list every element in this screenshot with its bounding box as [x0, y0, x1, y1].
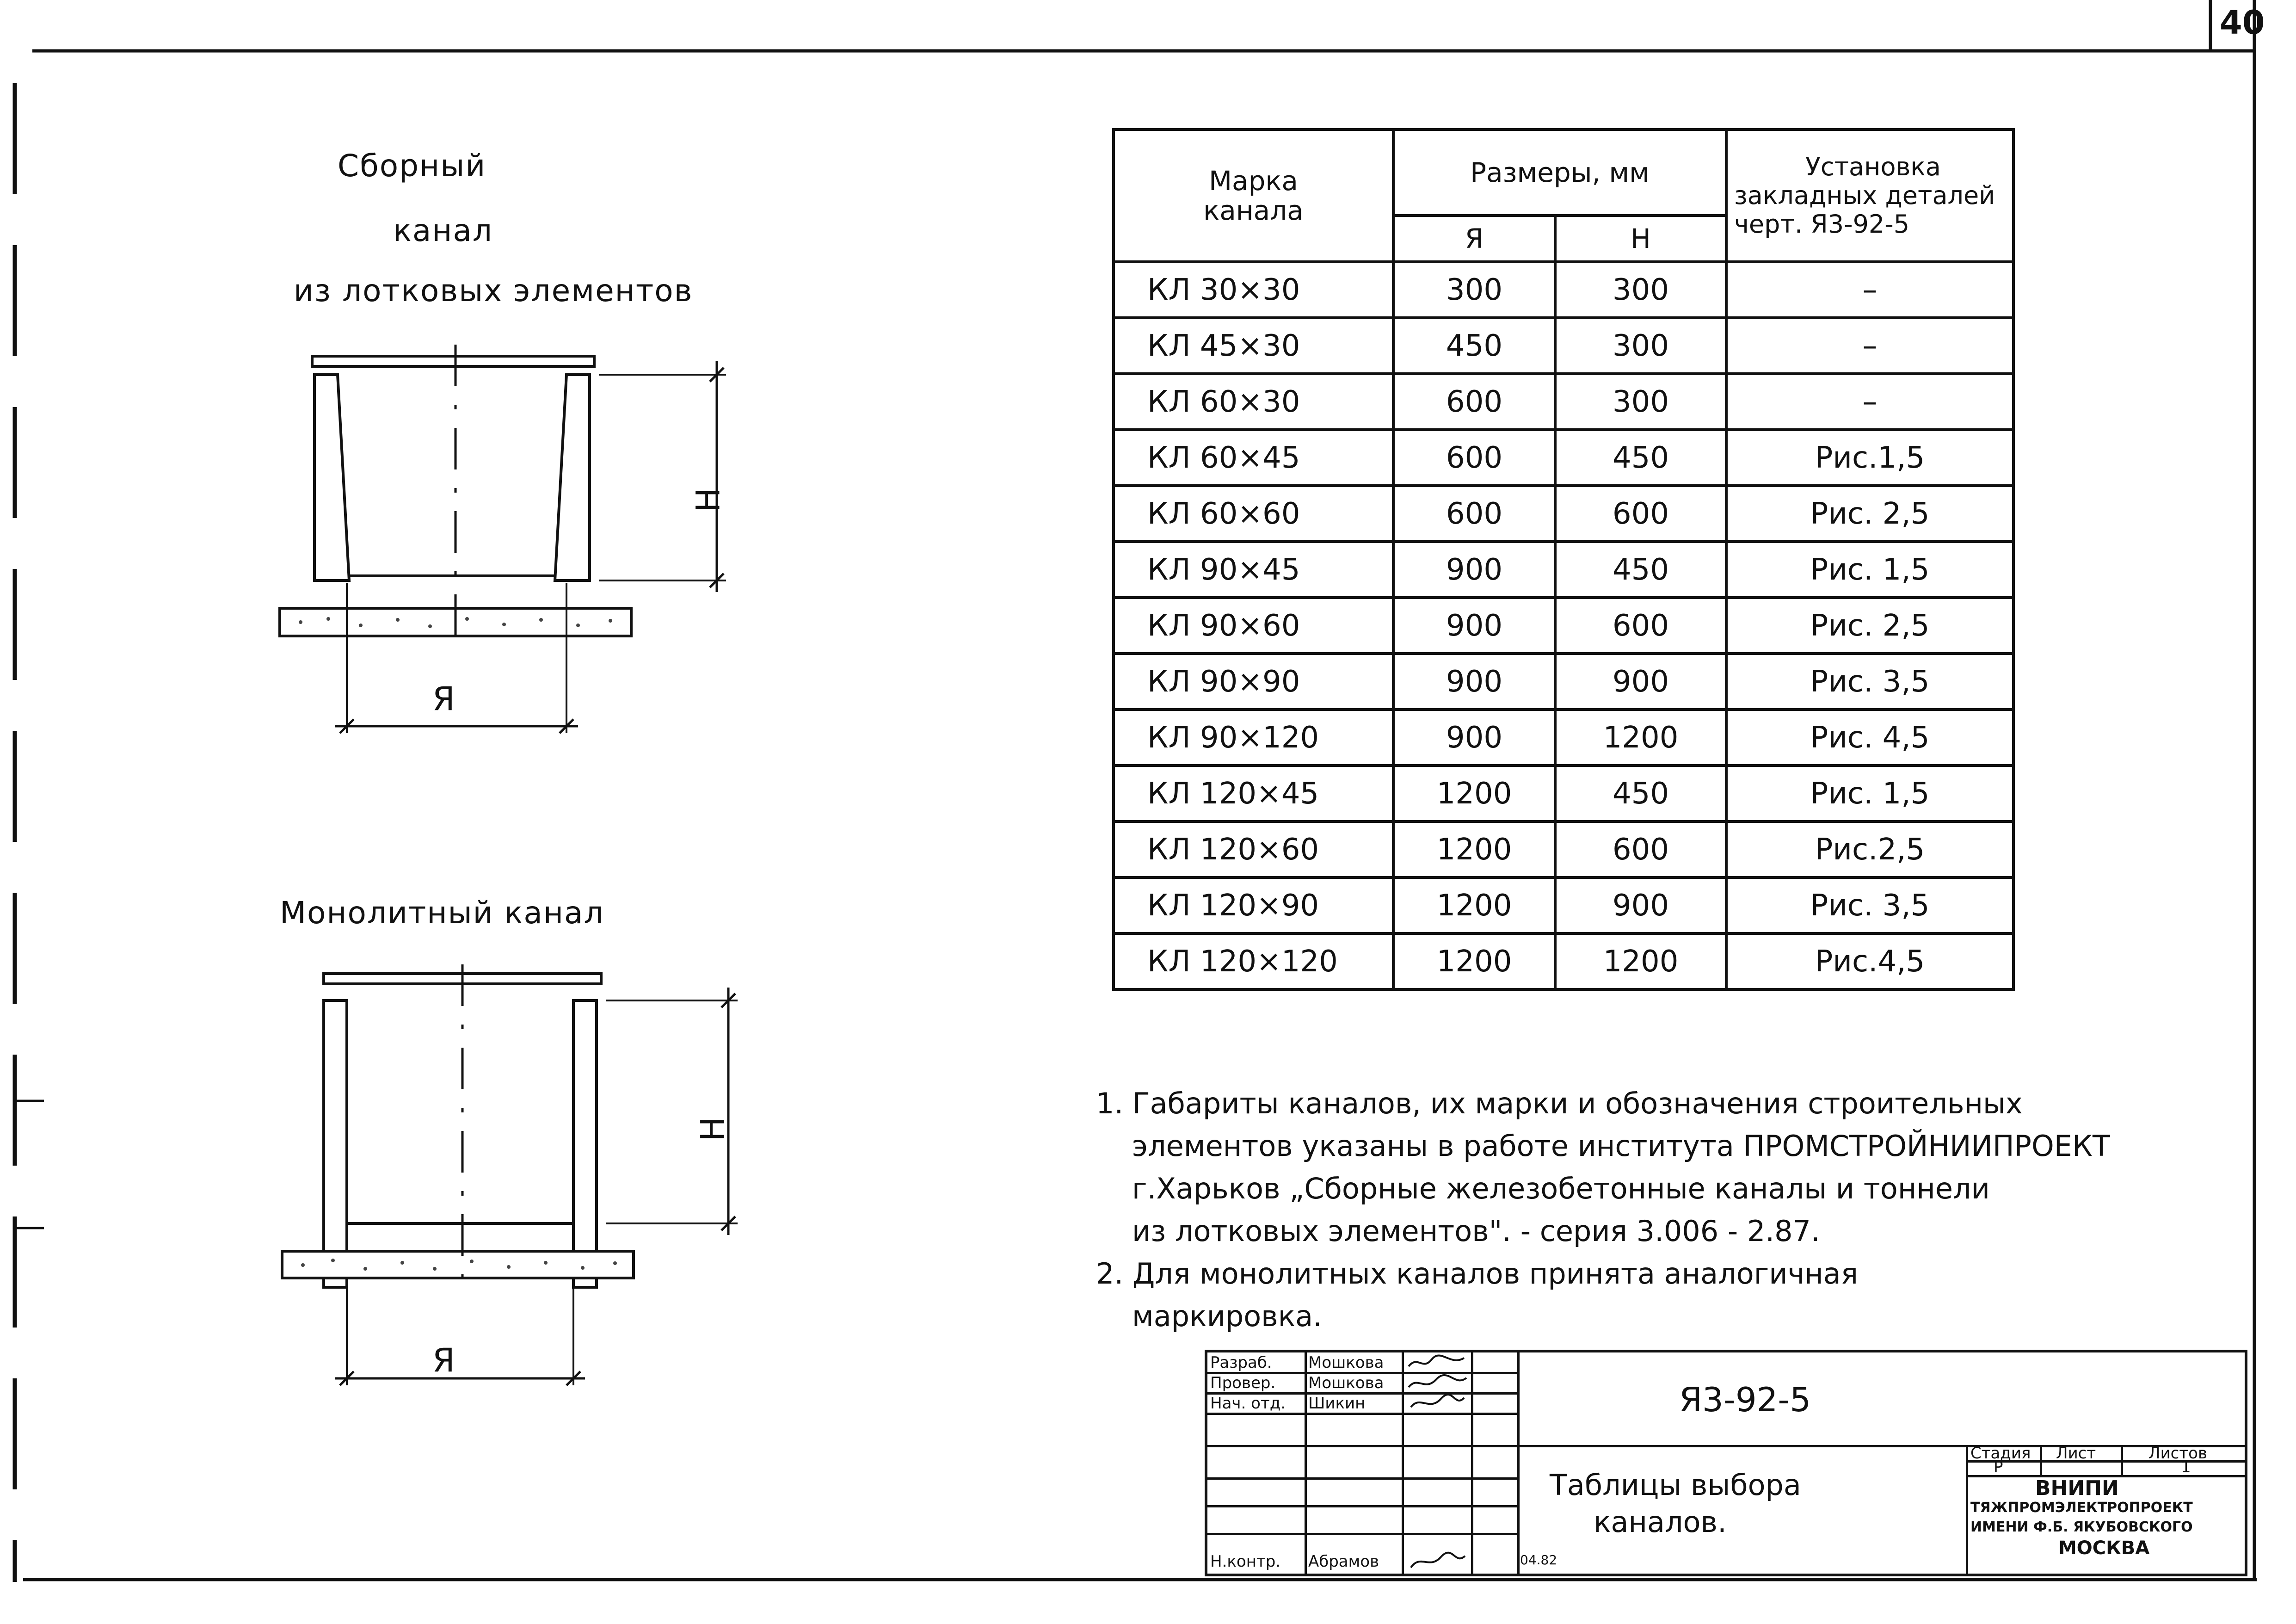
cell-detail: – [1726, 374, 2013, 430]
table-row [1114, 318, 2013, 374]
prefab-channel-drawing [259, 342, 768, 759]
table-row [1114, 430, 2013, 486]
name-norm-control: Абрамов [1308, 1552, 1379, 1571]
cell-detail: Рис. 2,5 [1726, 598, 2013, 654]
prefab-title-line-1: Сборный [338, 148, 486, 184]
cell-mark: КЛ 90×45 [1114, 542, 1393, 598]
note-line: 1. Габариты каналов, их марки и обозначения строительных [1096, 1087, 2023, 1120]
cell-a: 900 [1393, 654, 1555, 710]
monolithic-channel-drawing [268, 960, 777, 1399]
cell-h: 300 [1555, 374, 1726, 430]
cell-mark: КЛ 60×45 [1114, 430, 1393, 486]
document-code: Я3-92-5 [1679, 1380, 1811, 1419]
table-row [1114, 486, 2013, 542]
table-row [1114, 710, 2013, 766]
stage-value: Р [1994, 1458, 2003, 1476]
sheet-number: 40 [2220, 4, 2265, 42]
cell-mark: КЛ 120×90 [1114, 877, 1393, 933]
cell-h: 1200 [1555, 710, 1726, 766]
table-row [1114, 766, 2013, 821]
monolithic-height-label: Н [694, 1117, 732, 1142]
cell-detail: Рис.1,5 [1726, 430, 2013, 486]
cell-mark: КЛ 60×60 [1114, 486, 1393, 542]
cell-a: 1200 [1393, 877, 1555, 933]
cell-h: 600 [1555, 486, 1726, 542]
cell-mark: КЛ 45×30 [1114, 318, 1393, 374]
cell-mark: КЛ 120×45 [1114, 766, 1393, 821]
cell-detail: – [1726, 318, 2013, 374]
table-row [1114, 933, 2013, 989]
table-row [1114, 598, 2013, 654]
document-title-line-2: каналов. [1594, 1505, 1727, 1539]
role-checked: Провер. [1210, 1374, 1276, 1392]
cell-detail: Рис.2,5 [1726, 821, 2013, 877]
cell-h: 450 [1555, 430, 1726, 486]
cell-mark: КЛ 90×120 [1114, 710, 1393, 766]
cell-a: 900 [1393, 710, 1555, 766]
cell-a: 300 [1393, 262, 1555, 318]
org-line-4: МОСКВА [2058, 1538, 2150, 1559]
header-installation: Установка закладных деталей черт. Я3-92-5 [1726, 130, 2013, 262]
cell-mark: КЛ 30×30 [1114, 262, 1393, 318]
name-developed: Мошкова [1308, 1353, 1384, 1372]
monolithic-width-label: Я [432, 1341, 455, 1379]
cell-a: 1200 [1393, 933, 1555, 989]
table-row [1114, 821, 2013, 877]
header-mark: Марка канала [1114, 130, 1393, 262]
note-line: из лотковых элементов". - серия 3.006 - 2.87. [1132, 1214, 1820, 1248]
cell-a: 450 [1393, 318, 1555, 374]
header-h: Н [1555, 216, 1726, 262]
cell-detail: Рис.4,5 [1726, 933, 2013, 989]
org-line-2: ТЯЖПРОМЭЛЕКТРОПРОЕКТ [1970, 1500, 2193, 1516]
table-row [1114, 877, 2013, 933]
cell-a: 1200 [1393, 766, 1555, 821]
cell-detail: Рис. 1,5 [1726, 542, 2013, 598]
cell-h: 450 [1555, 766, 1726, 821]
monolithic-title: Монолитный канал [280, 895, 604, 931]
cell-detail: Рис. 3,5 [1726, 877, 2013, 933]
cell-detail: Рис. 2,5 [1726, 486, 2013, 542]
cell-mark: КЛ 90×60 [1114, 598, 1393, 654]
cell-h: 900 [1555, 654, 1726, 710]
date: 04.82 [1520, 1552, 1557, 1568]
title-block [1205, 1350, 2247, 1576]
cell-h: 900 [1555, 877, 1726, 933]
stage-label: Стадия [1970, 1444, 2031, 1463]
table-row [1114, 542, 2013, 598]
channel-selection-table [1112, 128, 2015, 991]
note-line: маркировка. [1132, 1299, 1322, 1333]
org-line-3: ИМЕНИ Ф.Б. ЯКУБОВСКОГО [1970, 1519, 2193, 1535]
cell-mark: КЛ 120×60 [1114, 821, 1393, 877]
prefab-height-label: Н [689, 488, 727, 513]
note-line: г.Харьков „Сборные железобетонные каналы и тоннели [1132, 1172, 1990, 1205]
sheets-label: Листов [2148, 1444, 2208, 1463]
cell-mark: КЛ 60×30 [1114, 374, 1393, 430]
note-line: элементов указаны в работе института ПРОМСТРОЙНИИПРОЕКТ [1132, 1129, 2110, 1163]
header-sizes: Размеры, мм [1393, 130, 1726, 216]
cell-h: 600 [1555, 598, 1726, 654]
header-a: Я [1393, 216, 1555, 262]
table-row [1114, 374, 2013, 430]
prefab-title-line-2: канал [393, 213, 493, 248]
name-dept-head: Шикин [1308, 1394, 1366, 1413]
role-developed: Разраб. [1210, 1353, 1272, 1372]
name-checked: Мошкова [1308, 1374, 1384, 1392]
role-norm-control: Н.контр. [1210, 1552, 1281, 1571]
note-line: 2. Для монолитных каналов принята аналогичная [1096, 1257, 1859, 1291]
cell-h: 300 [1555, 262, 1726, 318]
table-row [1114, 262, 2013, 318]
cell-a: 1200 [1393, 821, 1555, 877]
cell-h: 300 [1555, 318, 1726, 374]
cell-h: 450 [1555, 542, 1726, 598]
cell-mark: КЛ 90×90 [1114, 654, 1393, 710]
sheet-label: Лист [2056, 1444, 2096, 1463]
prefab-title-line-3: из лотковых элементов [294, 273, 693, 309]
cell-detail: Рис. 1,5 [1726, 766, 2013, 821]
prefab-width-label: Я [432, 680, 455, 718]
cell-detail: Рис. 3,5 [1726, 654, 2013, 710]
cell-a: 900 [1393, 542, 1555, 598]
cell-detail: Рис. 4,5 [1726, 710, 2013, 766]
cell-detail: – [1726, 262, 2013, 318]
cell-h: 600 [1555, 821, 1726, 877]
cell-a: 600 [1393, 430, 1555, 486]
cell-a: 600 [1393, 486, 1555, 542]
document-title-line-1: Таблицы выбора [1550, 1468, 1801, 1502]
cell-mark: КЛ 120×120 [1114, 933, 1393, 989]
table-row [1114, 654, 2013, 710]
role-dept-head: Нач. отд. [1210, 1394, 1286, 1413]
signatures [1404, 1352, 1471, 1575]
notes [1096, 1082, 2150, 1338]
cell-h: 1200 [1555, 933, 1726, 989]
org-line-1: ВНИПИ [2035, 1476, 2119, 1500]
cell-a: 900 [1393, 598, 1555, 654]
cell-a: 600 [1393, 374, 1555, 430]
sheets-value: 1 [2181, 1458, 2191, 1476]
